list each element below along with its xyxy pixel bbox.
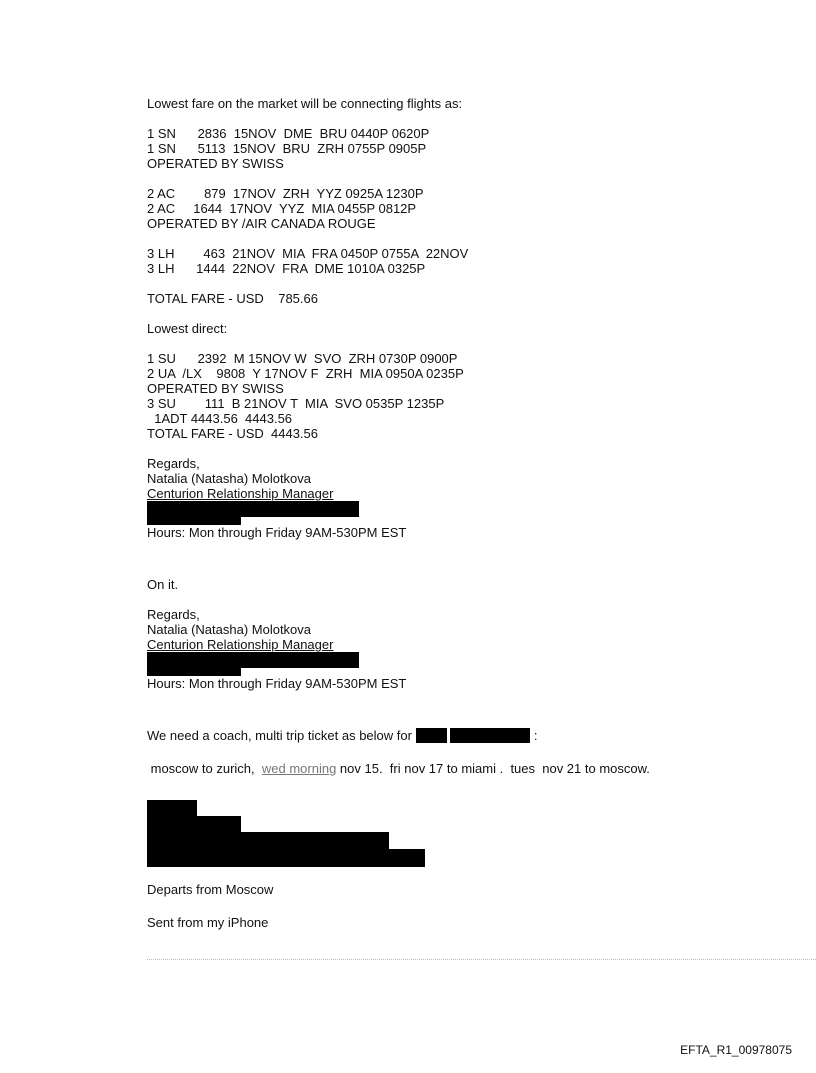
redaction-block bbox=[416, 728, 447, 743]
spacer bbox=[147, 540, 816, 562]
signature-name: Natalia (Natasha) Molotkova bbox=[147, 622, 312, 637]
spacer bbox=[147, 752, 816, 761]
direct-line: 2 UA /LX 9808 Y 17NOV F ZRH MIA 0950A 0235P bbox=[147, 366, 464, 381]
flight-segment: 3 LH 463 21NOV MIA FRA 0450P 0755A 22NOV bbox=[147, 246, 469, 261]
request-line bbox=[147, 728, 816, 743]
spacer bbox=[147, 441, 816, 456]
flight-segment: 2 AC 879 17NOV ZRH YYZ 0925A 1230P bbox=[147, 186, 424, 201]
signature-name: Natalia (Natasha) Molotkova bbox=[147, 471, 312, 486]
redaction-block bbox=[147, 800, 197, 816]
signature-regards: Regards, bbox=[147, 456, 200, 471]
total-fare: TOTAL FARE - USD 785.66 bbox=[147, 291, 318, 306]
spacer bbox=[147, 562, 816, 577]
spacer bbox=[147, 776, 816, 785]
spacer bbox=[147, 231, 816, 246]
spacer bbox=[147, 906, 816, 915]
redaction-block bbox=[450, 728, 530, 743]
departs-text: Departs from Moscow bbox=[147, 882, 274, 897]
flight-segment: 1 SN 5113 15NOV BRU ZRH 0755P 0905P bbox=[147, 141, 427, 156]
direct-line: OPERATED BY SWISS bbox=[147, 381, 284, 396]
signature-title: Centurion Relationship Manager bbox=[147, 486, 334, 501]
operated-by: OPERATED BY /AIR CANADA ROUGE bbox=[147, 216, 376, 231]
spacer bbox=[147, 785, 816, 800]
reply-text: On it. bbox=[147, 577, 179, 592]
itinerary-post: nov 15. fri nov 17 to miami . tues nov 21 to moscow. bbox=[336, 761, 650, 776]
redaction-block bbox=[147, 501, 359, 517]
request-text: We need a coach, multi trip ticket as below for bbox=[147, 728, 412, 743]
spacer bbox=[147, 276, 816, 291]
spacer bbox=[147, 592, 816, 607]
redaction-block bbox=[147, 849, 425, 867]
direct-line: 1 SU 2392 M 15NOV W SVO ZRH 0730P 0900P bbox=[147, 351, 458, 366]
spacer bbox=[147, 306, 816, 321]
spacer bbox=[147, 897, 816, 906]
redaction-block bbox=[147, 816, 241, 832]
redaction-block bbox=[147, 668, 241, 676]
signature-title: Centurion Relationship Manager bbox=[147, 637, 334, 652]
flight-segment: 1 SN 2836 15NOV DME BRU 0440P 0620P bbox=[147, 126, 430, 141]
direct-total: TOTAL FARE - USD 4443.56 bbox=[147, 426, 318, 441]
spacer bbox=[147, 867, 816, 882]
intro-text: Lowest fare on the market will be connecting flights as: bbox=[147, 96, 463, 111]
direct-line: 3 SU 111 B 21NOV T MIA SVO 0535P 1235P bbox=[147, 396, 445, 411]
spacer bbox=[147, 171, 816, 186]
itinerary-pre: moscow to zurich, bbox=[147, 761, 262, 776]
direct-heading: Lowest direct: bbox=[147, 321, 228, 336]
spacer bbox=[147, 691, 816, 713]
direct-line: 1ADT 4443.56 4443.56 bbox=[147, 411, 293, 426]
spacer bbox=[147, 743, 816, 752]
spacer bbox=[147, 336, 816, 351]
spacer bbox=[147, 111, 816, 126]
spacer bbox=[147, 713, 816, 728]
signature-hours: Hours: Mon through Friday 9AM-530PM EST bbox=[147, 676, 407, 691]
request-suffix: : bbox=[530, 728, 538, 743]
calendar-link[interactable]: wed morning bbox=[261, 761, 337, 776]
redaction-block bbox=[147, 517, 241, 525]
signature-hours: Hours: Mon through Friday 9AM-530PM EST bbox=[147, 525, 407, 540]
bates-number: EFTA_R1_00978075 bbox=[680, 1043, 792, 1057]
redaction-block bbox=[147, 832, 389, 849]
redaction-block bbox=[147, 652, 359, 668]
operated-by: OPERATED BY SWISS bbox=[147, 156, 284, 171]
flight-segment: 2 AC 1644 17NOV YYZ MIA 0455P 0812P bbox=[147, 201, 417, 216]
flight-segment: 3 LH 1444 22NOV FRA DME 1010A 0325P bbox=[147, 261, 426, 276]
signature-regards: Regards, bbox=[147, 607, 200, 622]
email-document bbox=[147, 96, 816, 930]
itinerary-line bbox=[147, 761, 816, 776]
sent-from-text: Sent from my iPhone bbox=[147, 915, 269, 930]
divider bbox=[147, 959, 816, 960]
